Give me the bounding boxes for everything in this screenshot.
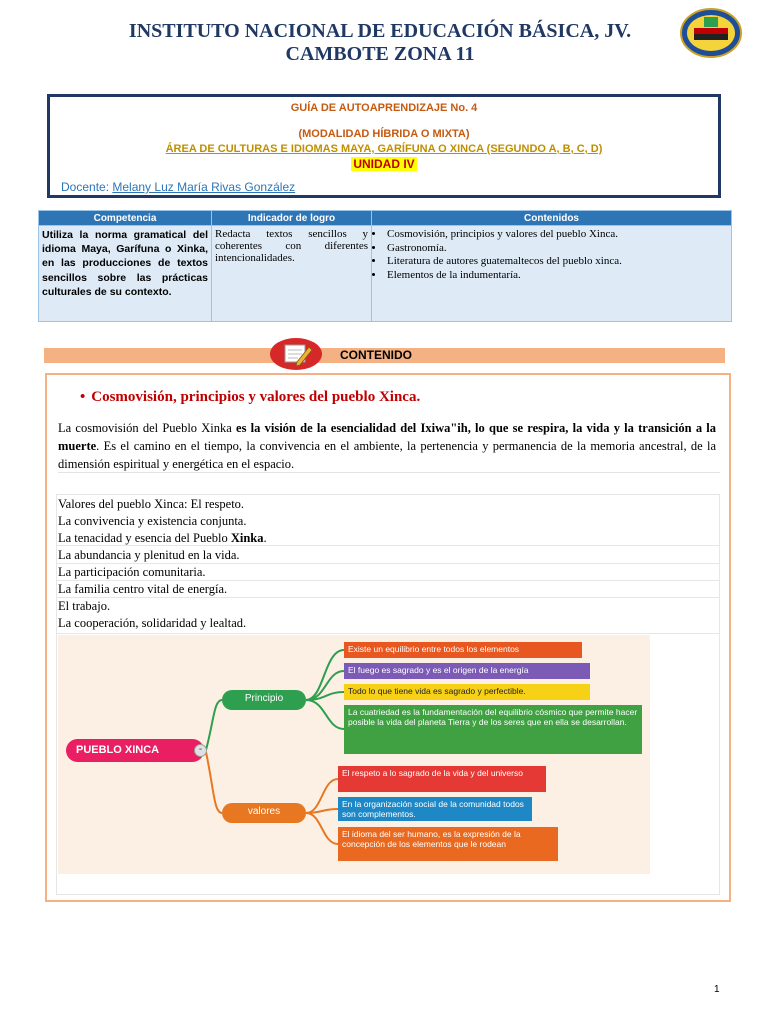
contenido-item: • Literatura de autores guatemaltecos del pueblo xinca. xyxy=(385,255,728,269)
collapse-toggle: - xyxy=(194,744,207,757)
section-title-text: Cosmovisión, principios y valores del pueblo Xinca. xyxy=(91,389,421,405)
para-text: . Es el camino en el tiempo, la convivencia en el ambiente, la pertenencia y permanencia de la memoria ancestral, de la dimensión espiritual y energética en el espacio. xyxy=(58,439,716,471)
teacher-line xyxy=(61,180,295,194)
para-text: La cosmovisión del Pueblo Xinka xyxy=(58,421,237,435)
principio-item: La cuatriedad es la fundamentación del equilibrio cósmico que permite hacer posible la vida del planeta Tierra y de los seres que en ella se desarrollan. xyxy=(344,705,642,754)
contenido-item: • Cosmovisión, principios y valores del pueblo Xinca. xyxy=(385,228,728,242)
value-line xyxy=(58,530,267,547)
value-text: . xyxy=(263,531,267,545)
indicador-cell: Redacta textos sencillos y coherentes con diferentes intencionalidades. xyxy=(212,226,372,322)
principio-item: El fuego es sagrado y es el origen de la energía xyxy=(344,663,590,679)
unit-highlight: UNIDAD IV xyxy=(353,157,415,171)
guide-info-box xyxy=(47,94,721,198)
header-indicador: Indicador de logro xyxy=(212,211,372,226)
teacher-name: Melany Luz María Rivas González xyxy=(112,180,296,194)
pencil-notepad-icon xyxy=(270,338,322,370)
value-text: La tenacidad y esencia del Pueblo xyxy=(58,531,231,545)
value-line: La convivencia y existencia conjunta. xyxy=(58,514,247,528)
valores-item: En la organización social de la comunidad todos son complementos. xyxy=(338,797,532,821)
bullet-icon: • xyxy=(80,389,86,405)
contenido-item: • Gastronomía. xyxy=(385,242,728,256)
school-title xyxy=(60,20,700,66)
principio-item: Existe un equilibrio entre todos los elementos xyxy=(344,642,582,658)
paragraph-divider xyxy=(58,472,720,473)
value-line: La participación comunitaria. xyxy=(58,565,206,579)
section-title xyxy=(80,389,720,406)
content-banner-label: CONTENIDO xyxy=(340,348,412,362)
value-line: El trabajo. xyxy=(58,599,111,613)
value-bold: Xinka xyxy=(230,531,264,545)
competencia-cell: Utiliza la norma gramatical del idioma Maya, Garífuna o Xinka, en las producciones de textos sencillos sobre las prácticas culturales de su contexto. xyxy=(39,226,212,322)
mindmap-branch-valores: valores xyxy=(222,803,306,823)
school-title-line2: CAMBOTE ZONA 11 xyxy=(285,43,475,65)
mindmap-root: PUEBLO XINCA xyxy=(66,739,204,762)
value-line: La familia centro vital de energía. xyxy=(58,582,228,596)
school-title-line1: INSTITUTO NACIONAL DE EDUCACIÓN BÁSICA, JV. xyxy=(128,20,632,42)
mindmap-branch-principio: Principio xyxy=(222,690,306,710)
value-line: La abundancia y plenitud en la vida. xyxy=(58,548,240,562)
valores-item: El respeto a lo sagrado de la vida y del universo xyxy=(338,766,546,792)
school-crest-icon xyxy=(680,8,742,58)
teacher-label: Docente: xyxy=(61,180,110,194)
para-bold: es la visión de la esencialidad del Ixiwa"ih, lo que se respira, la vida y la transición a la muerte xyxy=(58,421,717,453)
page-number: 1 xyxy=(714,984,720,995)
guide-unit xyxy=(50,157,718,171)
contenido-item: • Elementos de la indumentaría. xyxy=(385,269,728,283)
header-contenidos: Contenidos xyxy=(372,211,732,226)
value-line: La cooperación, solidaridad y lealtad. xyxy=(58,616,247,630)
cosmovision-paragraph xyxy=(58,419,716,473)
header-competencia: Competencia xyxy=(39,211,212,226)
valores-item: El idioma del ser humano, es la expresión de la concepción de los elementos que le rodean xyxy=(338,827,558,861)
principio-item: Todo lo que tiene vida es sagrado y perfectible. xyxy=(344,684,590,700)
competency-table xyxy=(38,210,732,322)
value-line: Valores del pueblo Xinca: El respeto. xyxy=(58,497,245,511)
guide-mode: (MODALIDAD HÍBRIDA O MIXTA) xyxy=(298,128,470,140)
guide-title: GUÍA DE AUTOAPRENDIZAJE No. 4 xyxy=(290,102,478,114)
guide-area: ÁREA DE CULTURAS E IDIOMAS MAYA, GARÍFUNA O XINCA (SEGUNDO A, B, C, D) xyxy=(165,143,603,155)
contenidos-cell xyxy=(372,226,732,322)
